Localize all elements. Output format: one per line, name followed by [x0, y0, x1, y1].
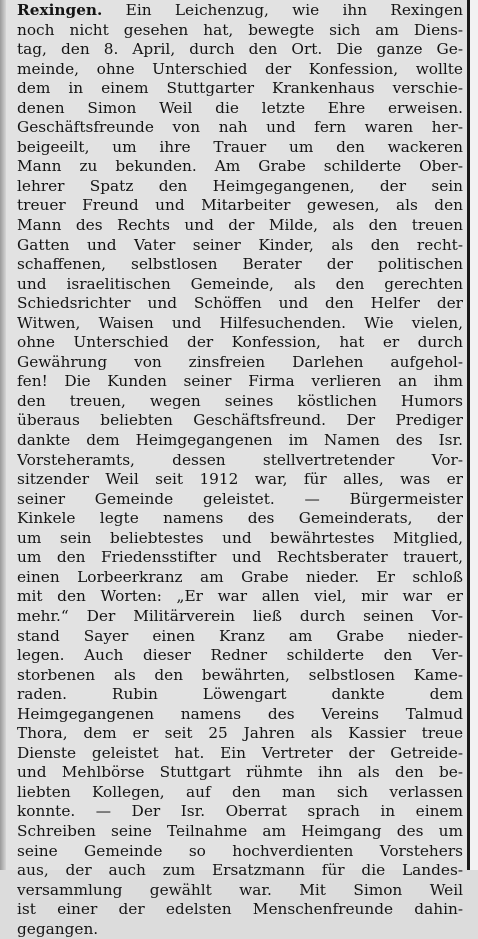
article-line: versammlung gewählt war. Mit Simon Weil — [17, 880, 463, 899]
article-line: einen Lorbeerkranz am Grabe nieder. Er schloß — [17, 567, 463, 586]
article-line: mehr.“ Der Militärverein ließ durch seinen Vor- — [17, 606, 463, 625]
article-line: treuer Freund und Mitarbeiter gewesen, als den — [17, 196, 463, 215]
article-line: noch nicht gesehen hat, bewegte sich am Diens- — [17, 20, 463, 39]
article-line: beigeeilt, um ihre Trauer um den wackeren — [17, 137, 463, 156]
article-line: seiner Gemeinde geleistet. — Bürgermeister — [17, 489, 463, 508]
article-line: Gatten und Vater seiner Kinder, als den recht- — [17, 235, 463, 254]
article-line: dankte dem Heimgegangenen im Namen des Isr. — [17, 431, 463, 450]
article-line: denen Simon Weil die letzte Ehre erweisen. — [17, 98, 463, 117]
article-line: Vorsteheramts, dessen stellvertretender Vor- — [17, 450, 463, 469]
article-line: Geschäftsfreunde von nah und fern waren her- — [17, 118, 463, 137]
article-line: seine Gemeinde so hochverdienten Vorstehers — [17, 841, 463, 860]
article-line: Thora, dem er seit 25 Jahren als Kassier treue — [17, 724, 463, 743]
article-line: legen. Auch dieser Redner schilderte den Ver- — [17, 646, 463, 665]
article-line: meinde, ohne Unterschied der Konfession, wollte — [17, 59, 463, 78]
article-line: mit den Worten: „Er war allen viel, mir war er — [17, 587, 463, 606]
article-line: lehrer Spatz den Heimgegangenen, der sein — [17, 176, 463, 195]
article-line: Kinkele legte namens des Gemeinderats, der — [17, 509, 463, 528]
article-line: stand Sayer einen Kranz am Grabe nieder- — [17, 626, 463, 645]
article-line: schaffenen, selbstlosen Berater der politischen — [17, 255, 463, 274]
article-line: raden. Rubin Löwengart dankte dem — [17, 685, 463, 704]
article-body — [17, 1, 463, 939]
article-line: ist einer der edelsten Menschenfreunde dahin- — [17, 900, 463, 919]
article-line: überaus beliebten Geschäftsfreund. Der Prediger — [17, 411, 463, 430]
article-line: sitzender Weil seit 1912 war, für alles, was er — [17, 470, 463, 489]
article-line: Dienste geleistet hat. Ein Vertreter der Getreide- — [17, 743, 463, 762]
article-line: und israelitischen Gemeinde, als den gerechten — [17, 274, 463, 293]
article-line: Heimgegangenen namens des Vereins Talmud — [17, 704, 463, 723]
scan-left-edge — [0, 0, 6, 870]
article-line: storbenen als den bewährten, selbstlosen Kame- — [17, 665, 463, 684]
article-line: fen! Die Kunden seiner Firma verlieren an ihm — [17, 372, 463, 391]
place-heading: Rexingen. — [17, 1, 103, 19]
article-line: Mann zu bekunden. Am Grabe schilderte Ober- — [17, 157, 463, 176]
article-line: tag, den 8. April, durch den Ort. Die ganze Ge- — [17, 40, 463, 59]
article-line: gegangen. — [17, 919, 99, 938]
right-margin — [470, 0, 478, 870]
article-line: Mann des Rechts und der Milde, als den treuen — [17, 216, 463, 235]
article-line: ohne Unterschied der Konfession, hat er durch — [17, 333, 463, 352]
article-line: liebten Kollegen, auf den man sich verlassen — [17, 782, 463, 801]
article-line: Witwen, Waisen und Hilfesuchenden. Wie vielen, — [17, 313, 463, 332]
article-line: und Mehlbörse Stuttgart rühmte ihn als den be- — [17, 763, 463, 782]
article-line: Schreiben seine Teilnahme am Heimgang des um — [17, 821, 463, 840]
article-line: aus, der auch zum Ersatzmann für die Landes- — [17, 861, 463, 880]
article-line: Rexingen. Ein Leichenzug, wie ihn Rexingen — [17, 1, 463, 19]
article-line: um sein beliebtestes und bewährtestes Mitglied, — [17, 528, 463, 547]
article-line: um den Friedensstifter und Rechtsberater trauert, — [17, 548, 463, 567]
article-line: Schiedsrichter und Schöffen und den Helfer der — [17, 294, 463, 313]
article-line: konnte. — Der Isr. Oberrat sprach in einem — [17, 802, 463, 821]
article-line: Gewährung von zinsfreien Darlehen aufgehol- — [17, 352, 463, 371]
article-line: den treuen, wegen seines köstlichen Humors — [17, 391, 463, 410]
article-line: dem in einem Stuttgarter Krankenhaus verschie- — [17, 79, 463, 98]
